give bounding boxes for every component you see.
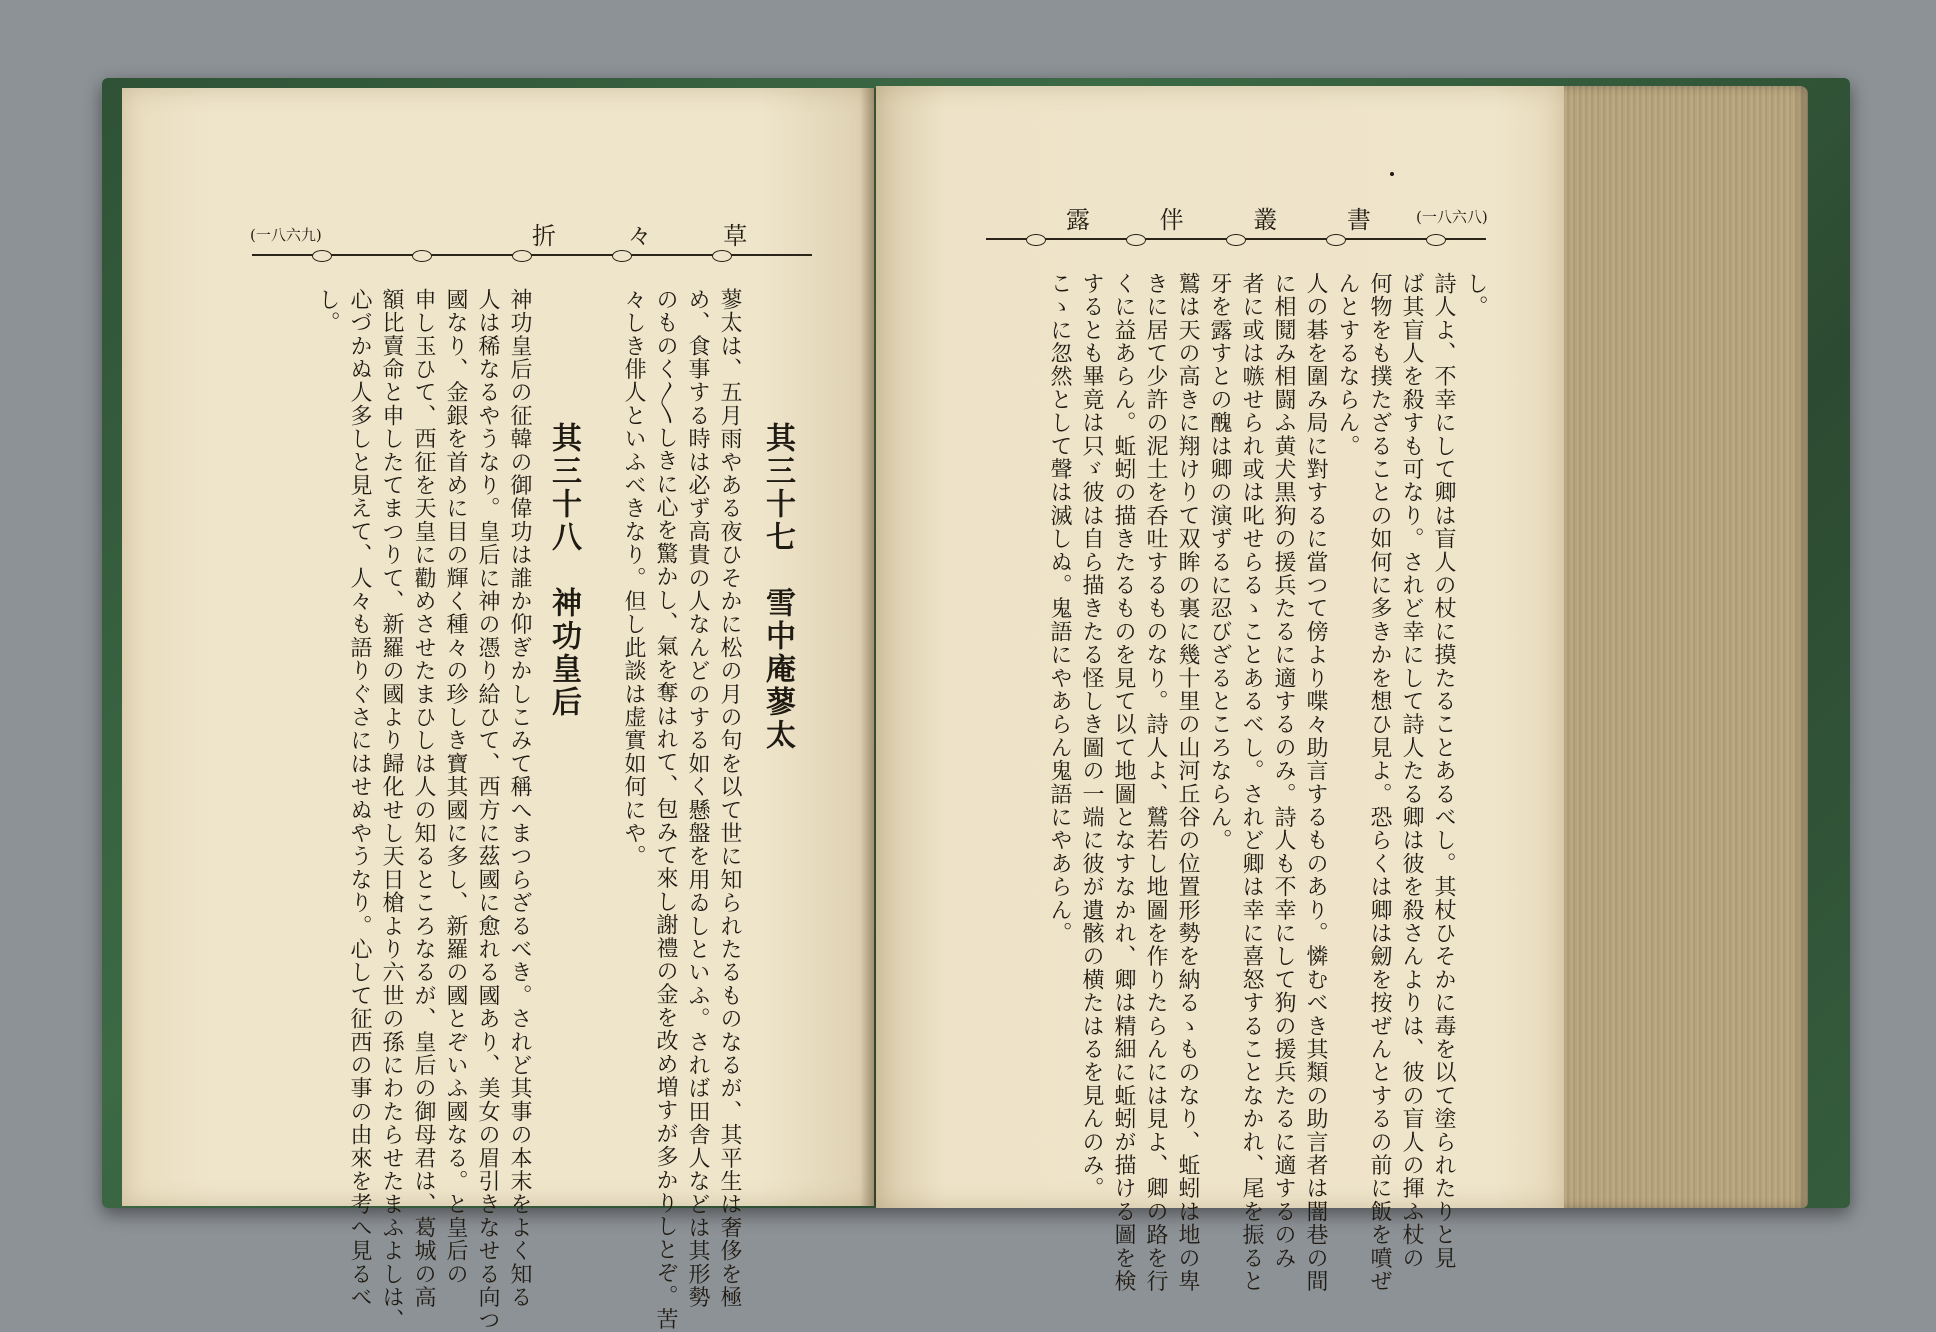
entry-37-line: のものく〳〵しきに心を驚かし、氣を奪はれて、包みて來し謝禮の金を改め増すが多かりしとぞ。苦 — [653, 288, 678, 1331]
right-text-line: 詩人よ、不幸にして卿は盲人の杖に摸たることあるべし。其杖ひそかに毒を以て塗られたりと見 — [1431, 272, 1456, 1270]
header-ornament — [1126, 234, 1146, 246]
right-text-line: くに益あらん。蚯蚓の描きたるものを見て以て地圖となすなかれ、卿は精細に蚯蚓が描ける圖を検 — [1111, 272, 1136, 1293]
header-ornament — [712, 250, 732, 262]
right-text-line: 鷲は天の高きに翔けりて双眸の裏に幾十里の山河丘谷の位置形勢を納るゝものなり、蚯蚓は地の卑 — [1175, 272, 1200, 1293]
entry-37-heading: 其三十七 雪中庵蓼太 — [760, 422, 795, 752]
right-text-line: 牙を露すとの醜は卿の演ずるに忍びざるところならん。 — [1207, 272, 1232, 852]
entry-38-heading: 其三十八 神功皇后 — [546, 422, 581, 719]
right-text-line: 人の碁を圍み局に對するに當つて傍より喋々助言するものあり。憐むべき其類の助言者は闇巷の間 — [1303, 272, 1328, 1293]
header-ornament — [612, 250, 632, 262]
header-ornament — [1426, 234, 1446, 246]
left-page-number: (一八六九) — [250, 226, 322, 244]
entry-38-line: 額比賣命と申したてまつりて、新羅の國より歸化せし天日槍より六世の孫にわたらせたまふよしは、 — [379, 288, 404, 1332]
right-text-line: きに居て少許の泥土を呑吐するものなり。詩人よ、鷲若し地圖を作りたらんには見よ、卿の路を行 — [1143, 272, 1168, 1293]
right-page-number: (一八六八) — [1416, 208, 1488, 226]
entry-37-line: め、食事する時は必ず高貴の人なんどのする如く懸盤を用ゐしといふ。されば田舎人などは其形勢 — [685, 288, 710, 1309]
header-ornament — [312, 250, 332, 262]
entry-38-line: 神功皇后の征韓の御偉功は誰か仰ぎかしこみて稱へまつらざるべき。されど其事の本末をよく知る — [507, 288, 532, 1309]
page-edges — [1558, 86, 1808, 1208]
right-text-line: んとするならん。 — [1335, 272, 1360, 458]
entry-38-line: 人は稀なるやうなり。皇后に神の憑り給ひて、西方に茲國に愈れる國あり、美女の眉引きなせる向つ — [475, 288, 500, 1332]
entry-38-line: 國なり、金銀を首めに目の輝く種々の珍しき寶其國に多し、新羅の國とぞいふ國なる。と皇后の — [443, 288, 468, 1286]
entry-37-line: 々しき俳人といふべきなり。但し此談は虚實如何にや。 — [621, 288, 646, 868]
left-running-header: 折 々 草 — [532, 222, 750, 250]
entry-38-line: 申し玉ひて、西征を天皇に勸めさせたまひしは人の知るところなるが、皇后の御母君は、葛城の高 — [411, 288, 436, 1309]
right-text-line: するとも畢竟は只ゞ彼は自ら描きたる怪しき圖の一端に彼が遺骸の横たはるを見んのみ。 — [1079, 272, 1104, 1200]
header-ornament — [512, 250, 532, 262]
right-page — [876, 86, 1564, 1293]
right-text-line: 何物をも撲たざることの如何に多きかを想ひ見よ。恐らくは卿は劒を按ぜんとするの前に飯を噴ぜ — [1367, 272, 1392, 1293]
right-text-line: 者に或は嗾せられ或は叱せらるゝことあるべし。されど卿は幸に喜怒することなかれ、尾を振ると — [1239, 272, 1264, 1293]
entry-37-line: 蓼太は、五月雨やある夜ひそかに松の月の句を以て世に知られたるものなるが、其平生は奢侈を極 — [717, 288, 742, 1309]
right-text-line: し。 — [1463, 272, 1488, 319]
header-ornament — [412, 250, 432, 262]
header-ornament — [1226, 234, 1246, 246]
entry-38-line: 心づかぬ人多しと見えて、人々も語りぐさにはせぬやうなり。心して征西の事の由來を考へ見るべ — [347, 288, 372, 1309]
right-text-line: に相鬩み相闘ふ黄犬黒狗の援兵たるに適するのみ。詩人も不幸にして狗の援兵たるに適するのみ — [1271, 272, 1296, 1270]
print-speck — [1390, 172, 1394, 176]
header-ornament — [1026, 234, 1046, 246]
entry-38-line: し。 — [315, 288, 340, 335]
header-ornament — [1326, 234, 1346, 246]
left-page — [122, 88, 874, 1332]
right-text-line: ば其盲人を殺すも可なり。されど幸にして詩人たる卿は彼を殺さんよりは、彼の盲人の揮ふ杖の — [1399, 272, 1424, 1270]
right-text-line: こゝに忽然として聲は滅しぬ。鬼語にやあらん鬼語にやあらん。 — [1047, 272, 1072, 945]
right-running-header: 露 伴 叢 書 — [1066, 206, 1373, 234]
